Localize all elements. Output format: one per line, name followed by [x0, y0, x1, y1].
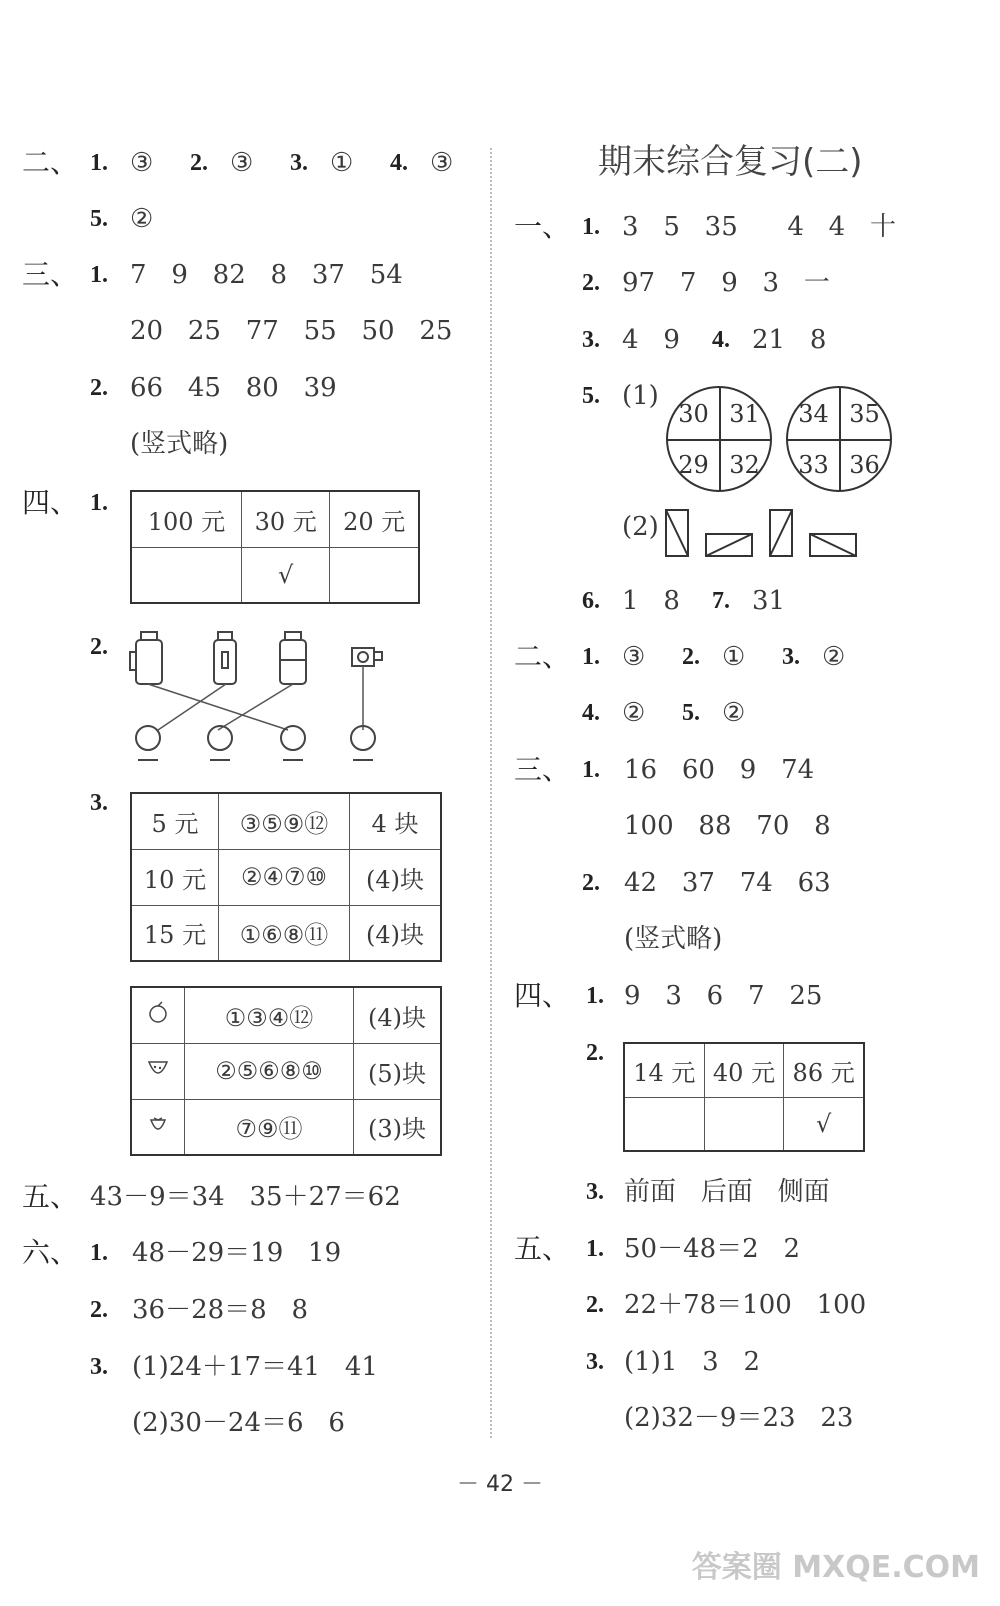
answer: 66 45 80 39 [130, 373, 337, 403]
question-number: 3. [90, 1354, 108, 1380]
note: (竖式略) [624, 924, 723, 954]
circle-number: 36 [849, 450, 880, 479]
question-number: 1. [90, 150, 108, 176]
column-divider [490, 148, 492, 1438]
question-number: 3. [782, 644, 800, 670]
number-circle [786, 386, 892, 492]
circle-number: 30 [678, 399, 709, 428]
question-number: 1. [582, 757, 600, 783]
table-cell: 4 块 [350, 793, 442, 849]
answer: ① [330, 148, 354, 178]
matching-illustration [128, 626, 388, 764]
question-number: 4. [712, 327, 730, 353]
apple-icon [131, 987, 185, 1043]
answer: 31 [752, 586, 786, 616]
circle-number: 34 [798, 399, 829, 428]
table-cell: ③⑤⑨⑫ [219, 793, 350, 849]
table-cell [330, 547, 419, 603]
fruit-table [130, 986, 442, 1156]
table-cell: (4)块 [350, 849, 442, 905]
answer: ② [822, 642, 846, 672]
question-number: 3. [586, 1349, 604, 1375]
question-number: 3. [90, 790, 108, 816]
money-table [130, 490, 420, 604]
circle-number: 29 [678, 450, 709, 479]
question-number: 5. [582, 383, 600, 409]
table-cell [704, 1097, 784, 1151]
question-number: 2. [682, 644, 700, 670]
circle-number: 33 [798, 450, 829, 479]
table-cell: (5)块 [354, 1043, 442, 1099]
answer: 100 88 70 8 [624, 811, 831, 841]
section-label: 一、 [514, 210, 571, 243]
answer: ② [722, 698, 746, 728]
table-cell: 5 元 [131, 793, 219, 849]
answer: ① [722, 642, 746, 672]
section-label: 二、 [514, 640, 571, 673]
answer: ③ [230, 148, 254, 178]
question-number: 2. [582, 870, 600, 896]
question-number: 2. [586, 1292, 604, 1318]
answer: (2)32－9＝23 23 [624, 1403, 854, 1433]
answer: 前面 后面 侧面 [624, 1177, 830, 1207]
answer: ② [622, 698, 646, 728]
question-number: 2. [90, 1297, 108, 1323]
table-cell: 30 元 [241, 491, 329, 547]
table-cell: 20 元 [330, 491, 419, 547]
answer: 1 8 [622, 586, 680, 616]
section-label: 五、 [22, 1180, 79, 1213]
table-cell [131, 547, 241, 603]
question-number: 2. [90, 375, 108, 401]
child-icon [136, 726, 375, 760]
question-number: 3. [586, 1179, 604, 1205]
answer: ③ [430, 148, 454, 178]
answer: 9 3 6 7 25 [624, 981, 823, 1011]
table-cell: ①③④⑫ [185, 987, 354, 1043]
answer: 22＋78＝100 100 [624, 1290, 867, 1320]
check-mark: √ [784, 1097, 864, 1151]
answer: 21 8 [752, 325, 827, 355]
question-number: 1. [582, 214, 600, 240]
table-cell: 14 元 [624, 1043, 704, 1097]
section-label: 六、 [22, 1236, 79, 1269]
table-cell: (4)块 [354, 987, 442, 1043]
section-label: 三、 [514, 753, 571, 786]
table-cell: ⑦⑨⑪ [185, 1099, 354, 1155]
page-number: － 42 － [457, 1472, 543, 1497]
table-cell: ①⑥⑧⑪ [219, 905, 350, 961]
table-cell: (3)块 [354, 1099, 442, 1155]
question-number: 7. [712, 588, 730, 614]
answer: 3 5 35 4 4 十 [622, 212, 897, 242]
table-cell: ②⑤⑥⑧⑩ [185, 1043, 354, 1099]
question-number: 2. [190, 150, 208, 176]
sub-part: (2) [622, 512, 659, 542]
table-cell: (4)块 [350, 905, 442, 961]
table-cell: ②④⑦⑩ [219, 849, 350, 905]
question-number: 4. [582, 700, 600, 726]
circle-number: 31 [729, 399, 760, 428]
question-number: 1. [90, 262, 108, 288]
section-label: 五、 [514, 1232, 571, 1265]
question-number: 5. [682, 700, 700, 726]
cup-icon [352, 648, 382, 666]
match-lines [148, 666, 363, 730]
number-circle [666, 386, 772, 492]
money-table [623, 1042, 865, 1152]
answer: 97 7 9 3 一 [622, 268, 830, 298]
question-number: 1. [90, 490, 108, 516]
answer: (1)1 3 2 [624, 1347, 761, 1377]
sub-part: (1) [622, 381, 659, 411]
table-cell: 15 元 [131, 905, 219, 961]
question-number: 1. [586, 983, 604, 1009]
table-cell [624, 1097, 704, 1151]
question-number: 3. [290, 150, 308, 176]
watermelon-icon [131, 1043, 185, 1099]
section-label: 四、 [22, 486, 79, 519]
section-label: 三、 [22, 258, 79, 291]
answer: 36－28＝8 8 [132, 1295, 309, 1325]
answer: 20 25 77 55 50 25 [130, 316, 453, 346]
answer: ③ [622, 642, 646, 672]
table-cell: 86 元 [784, 1043, 864, 1097]
answer: 7 9 82 8 37 54 [130, 260, 403, 290]
note: (竖式略) [130, 429, 229, 459]
table-cell: 10 元 [131, 849, 219, 905]
table-cell: 100 元 [131, 491, 241, 547]
answer: 42 37 74 63 [624, 868, 831, 898]
watermark-logo: 答案圈 MXQE.COM [691, 1550, 980, 1585]
circle-number: 35 [849, 399, 880, 428]
section-label: 二、 [22, 146, 79, 179]
answer: 4 9 [622, 325, 680, 355]
answer: ③ [130, 148, 154, 178]
answer: (2)30－24＝6 6 [132, 1408, 345, 1438]
question-number: 3. [582, 327, 600, 353]
question-number: 2. [582, 270, 600, 296]
strawberry-icon [131, 1099, 185, 1155]
answer: 43－9＝34 35＋27＝62 [90, 1182, 401, 1212]
question-number: 5. [90, 206, 108, 232]
question-number: 1. [90, 1240, 108, 1266]
price-table [130, 792, 442, 962]
answer: 50－48＝2 2 [624, 1234, 801, 1264]
question-number: 2. [586, 1040, 604, 1066]
thermos-icon [130, 632, 306, 684]
table-cell: 40 元 [704, 1043, 784, 1097]
circle-number: 32 [729, 450, 760, 479]
rectangle-shapes [664, 508, 860, 560]
answer: 48－29＝19 19 [132, 1238, 342, 1268]
section-label: 四、 [514, 979, 571, 1012]
check-mark: √ [241, 547, 329, 603]
page-title: 期末综合复习(二) [598, 142, 863, 182]
answer: 16 60 9 74 [624, 755, 815, 785]
answer: ② [130, 204, 154, 234]
question-number: 2. [90, 634, 108, 660]
answer: (1)24＋17＝41 41 [132, 1352, 378, 1382]
question-number: 4. [390, 150, 408, 176]
question-number: 6. [582, 588, 600, 614]
question-number: 1. [586, 1236, 604, 1262]
question-number: 1. [582, 644, 600, 670]
